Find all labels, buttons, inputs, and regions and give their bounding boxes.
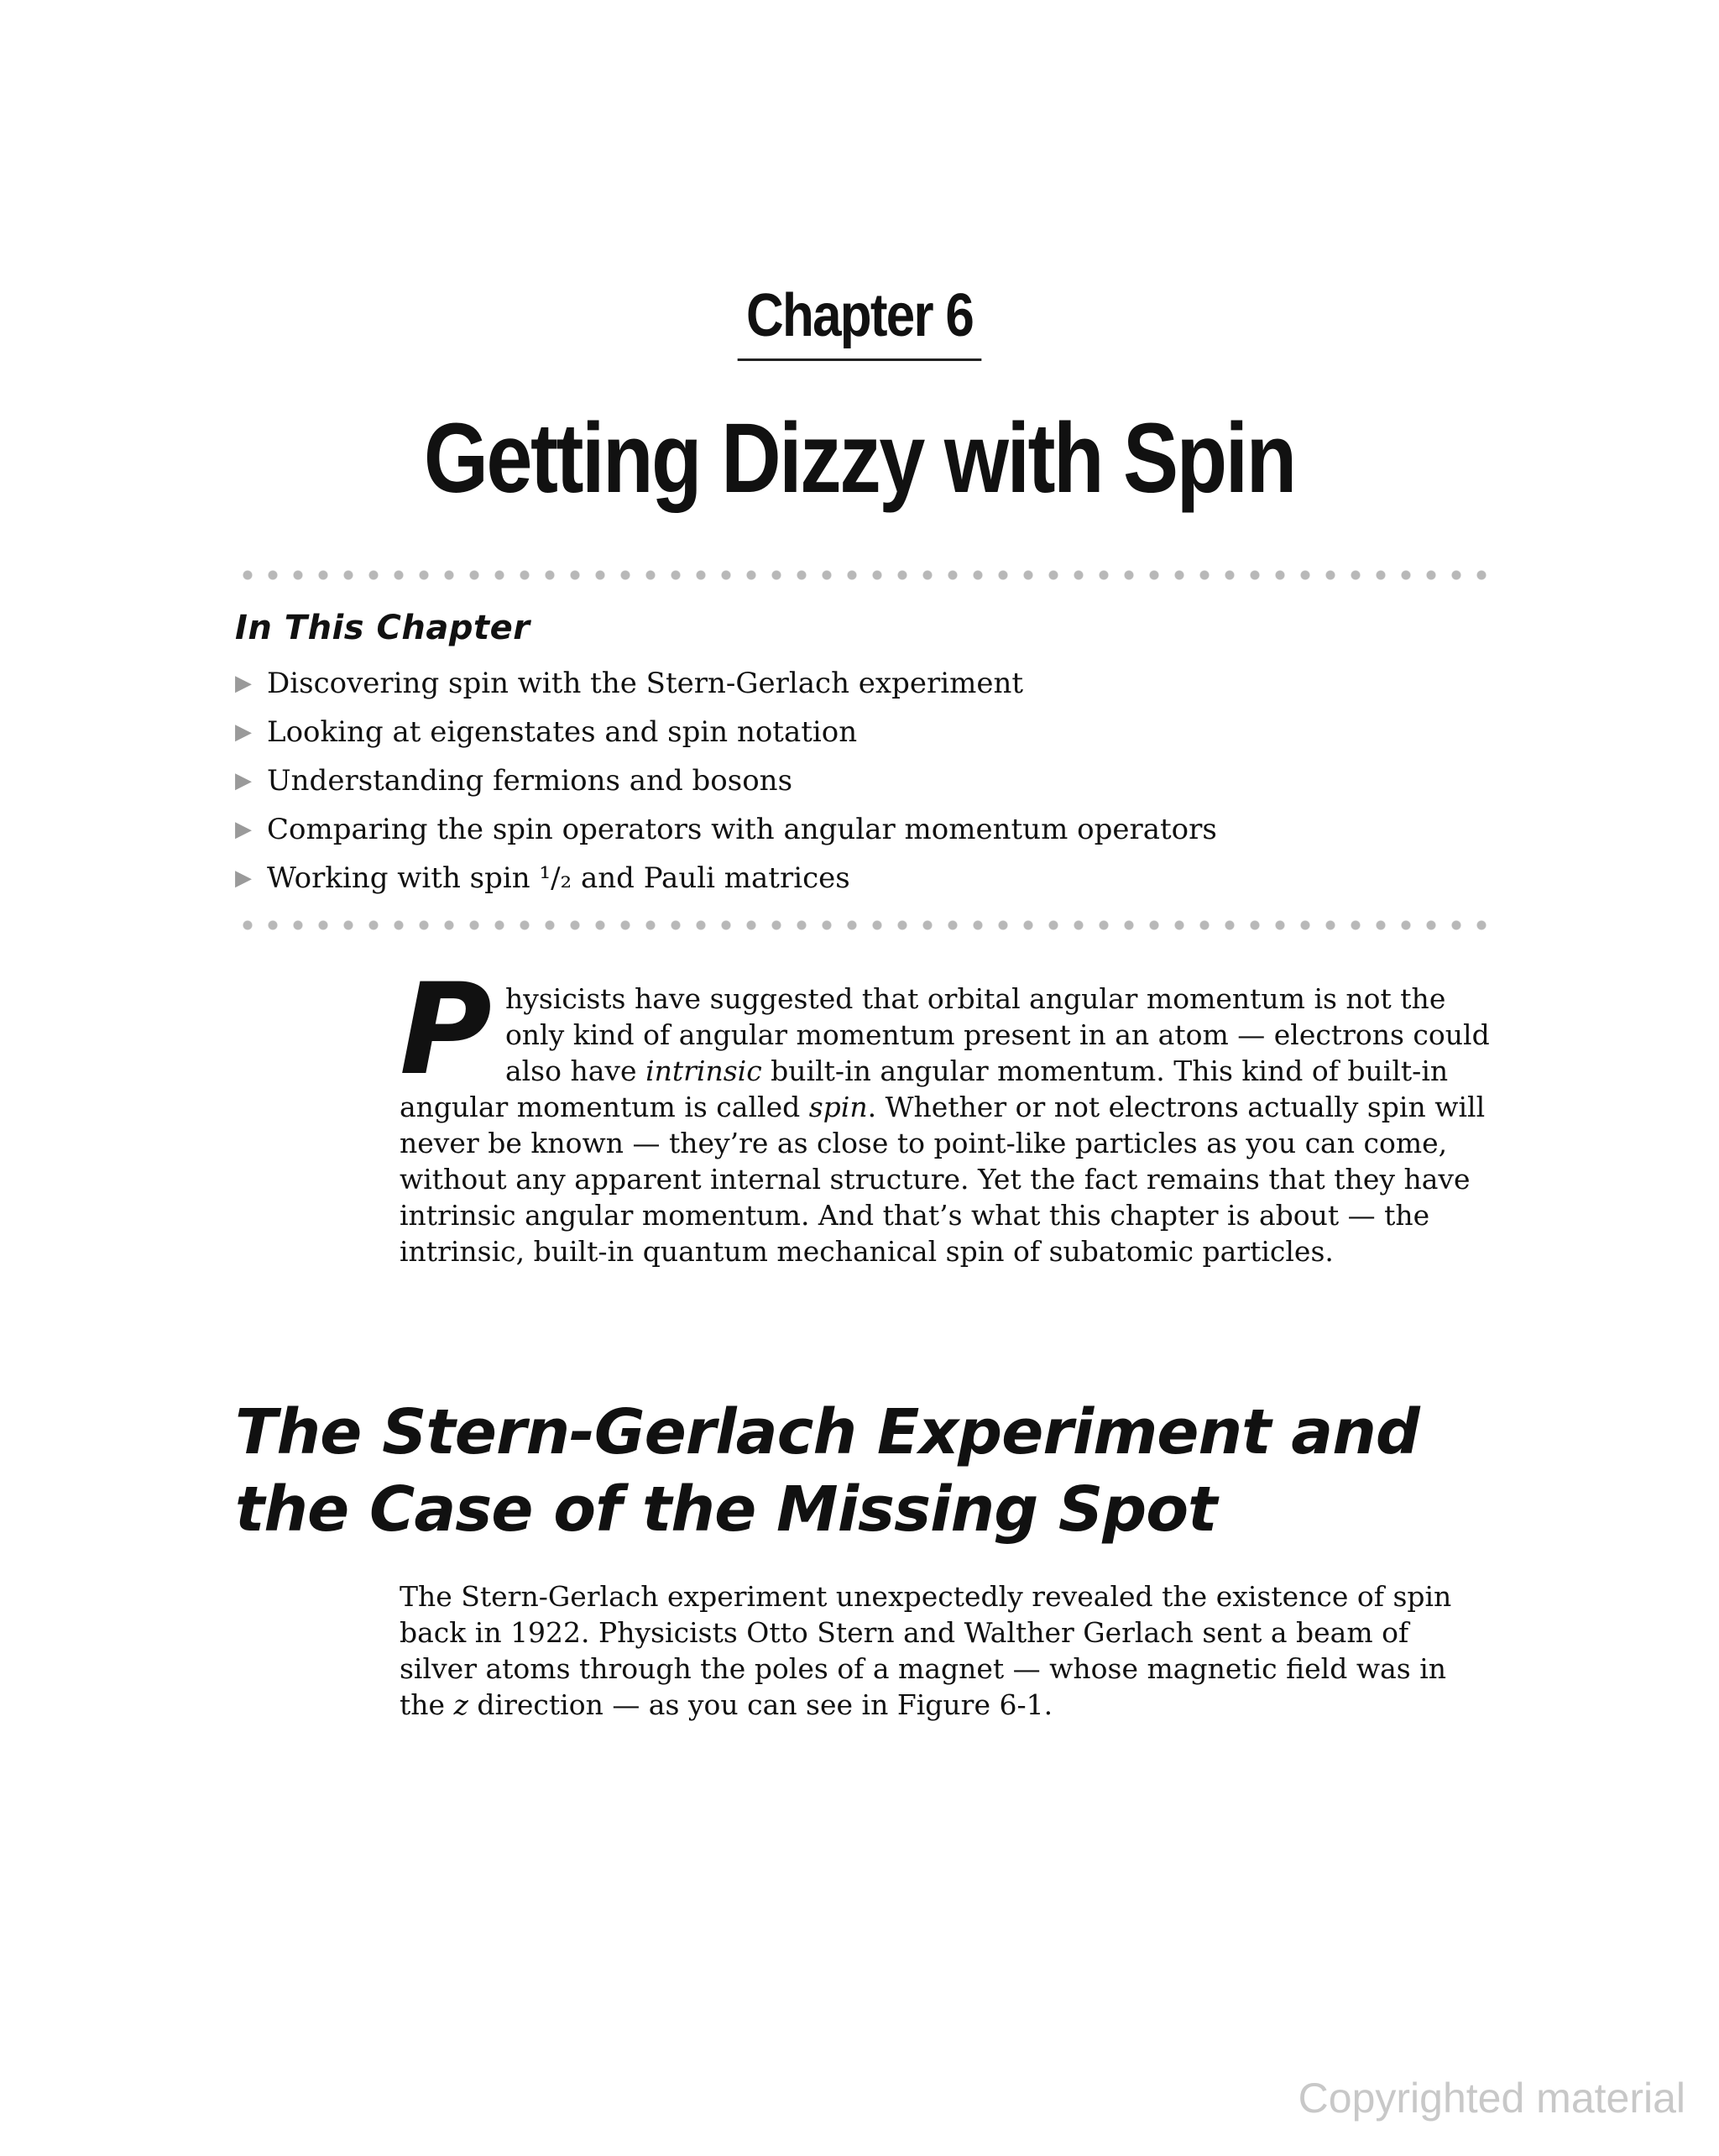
list-item-text: Looking at eigenstates and spin notation [267, 715, 858, 749]
bullet-arrow-icon: ▶ [235, 866, 252, 891]
list-item [235, 708, 1217, 756]
list-item-text: Discovering spin with the Stern-Gerlach experiment [267, 667, 1024, 700]
intro-text: built-in angular momentum. This kind of built-in angular momentum is called [400, 1054, 1449, 1123]
list-item [235, 854, 1217, 903]
section-paragraph [400, 1578, 1491, 1723]
list-item-text: Comparing the spin operators with angular momentum operators [267, 813, 1217, 846]
section-heading-line: The Stern-Gerlach Experiment and [235, 1396, 1419, 1468]
intro-text: hysicists have suggested that orbital angular momentum is not the only kind of angular momentum present in an atom — electrons could also have [504, 982, 1490, 1087]
chapter-number: Chapter 6 [738, 281, 982, 361]
bullet-arrow-icon: ▶ [235, 817, 252, 842]
bullet-arrow-icon: ▶ [235, 671, 252, 696]
paragraph-text: direction — as you can see in Figure 6-1. [468, 1688, 1053, 1721]
top-dotted-divider [235, 569, 1494, 581]
bullet-arrow-icon: ▶ [235, 768, 252, 793]
section-heading [235, 1394, 1419, 1548]
copyright-watermark: Copyrighted material [1298, 2075, 1685, 2122]
chapter-title-text: Getting Dizzy with Spin [424, 403, 1295, 514]
paragraph-text: The Stern-Gerlach experiment unexpectedly revealed the existence of spin back in 1922. Physicists Otto Stern and Walther Gerlach sent a beam of silver atoms through the poles of a magnet — whose magnetic field was in the [400, 1580, 1452, 1721]
chapter-label [0, 281, 1719, 361]
drop-cap: P [400, 957, 492, 1103]
chapter-topics-list [235, 659, 1217, 903]
list-item [235, 756, 1217, 805]
list-item-text: Understanding fermions and bosons [267, 764, 793, 798]
chapter-title [0, 405, 1719, 514]
bottom-dotted-divider [235, 919, 1494, 931]
list-item-text: Working with spin ¹/₂ and Pauli matrices [267, 861, 850, 895]
intro-emphasis-intrinsic: intrinsic [645, 1054, 762, 1087]
intro-emphasis-spin: spin [808, 1091, 868, 1123]
list-item [235, 805, 1217, 854]
bullet-arrow-icon: ▶ [235, 720, 252, 745]
intro-text: . Whether or not electrons actually spin will never be known — they’re as close to point-like particles as you can come, without any apparent internal structure. Yet the fact remains that they have intrinsic angular momentum. And that’s what this chapter is about — the intrinsic, built-in quantum mechanical spin of subatomic particles. [400, 1091, 1486, 1268]
paragraph-emphasis-z: z [453, 1688, 468, 1721]
section-heading-line: the Case of the Missing Spot [235, 1473, 1217, 1546]
intro-paragraph [400, 957, 1491, 1269]
in-this-chapter-heading: In This Chapter [235, 609, 530, 647]
list-item [235, 659, 1217, 708]
